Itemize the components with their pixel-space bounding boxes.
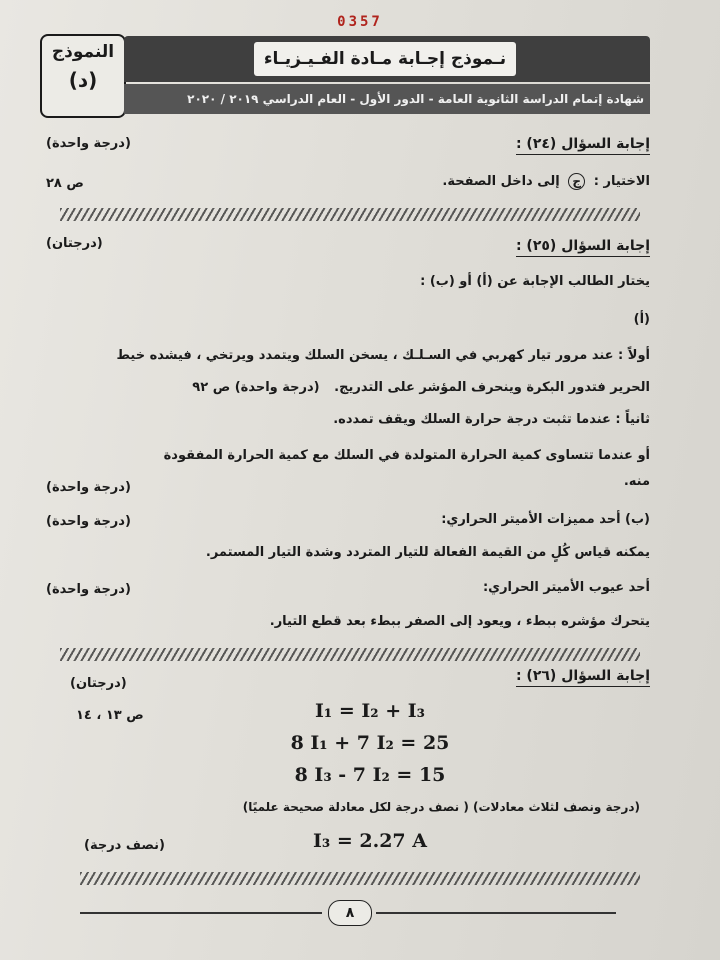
q25-part-b: (ب) أحد مميزات الأميتر الحراري: bbox=[441, 512, 650, 527]
section-divider bbox=[80, 872, 640, 885]
q26-ref: ص ١٣ ، ١٤ bbox=[76, 708, 144, 723]
q24-choice-label: الاختيار : bbox=[593, 174, 650, 189]
q25-b-line2: أحد عيوب الأميتر الحراري: bbox=[482, 580, 650, 595]
q26-heading: إجابة السؤال (٢٦) : bbox=[516, 668, 650, 687]
q24-answer-line bbox=[50, 172, 650, 193]
title-bar bbox=[124, 36, 650, 82]
q25-b-line1: يمكنه قياس كُلٍ من القيمة الفعالة للتيار المتردد وشدة التيار المستمر. bbox=[205, 545, 650, 560]
q26-grading-note: (درجة ونصف لثلاث معادلات) ( نصف درجة لكل معادلة صحيحة علميًا) bbox=[242, 800, 640, 814]
q26-result-mark: (نصف درجة) bbox=[84, 838, 165, 853]
q25-a-line2 bbox=[50, 378, 650, 399]
q25-b-line2-note: (درجة واحدة) bbox=[46, 582, 131, 597]
q26-equation-1: I₁ = I₂ + I₃ bbox=[315, 700, 425, 722]
serial-number: 0357 bbox=[337, 14, 383, 30]
section-divider bbox=[60, 648, 640, 661]
q25-mark: (درجتان) bbox=[46, 236, 103, 251]
q24-mark: (درجة واحدة) bbox=[46, 136, 131, 151]
q26-equation-3: 8 I₃ - 7 I₂ = 15 bbox=[294, 764, 446, 786]
q25-a-line1: أولاً : عند مرور تيار كهربي في السـلـك ، يسخن السلك ويتمدد ويرتخي ، فيشده خيط bbox=[116, 348, 650, 363]
q25-heading: إجابة السؤال (٢٥) : bbox=[516, 238, 650, 257]
q24-heading: إجابة السؤال (٢٤) : bbox=[516, 136, 650, 155]
q24-answer: إلى داخل الصفحة. bbox=[442, 174, 560, 189]
footer-rule-left bbox=[80, 912, 322, 914]
page-subtitle: شهادة إتمام الدراسة الثانوية العامة - الدور الأول - العام الدراسي ٢٠١٩ / ٢٠٢٠ bbox=[124, 84, 650, 114]
page-title: نـموذج إجـابة مـادة الفـيـزيـاء bbox=[254, 42, 516, 76]
q25-intro: يختار الطالب الإجابة عن (أ) أو (ب) : bbox=[420, 274, 650, 289]
model-badge bbox=[40, 34, 126, 118]
page-number: ٨ bbox=[328, 900, 372, 926]
q26-equation-2: 8 I₁ + 7 I₂ = 25 bbox=[290, 732, 450, 754]
q25-a-line2-note: (درجة واحدة) ص ٩٢ bbox=[192, 380, 320, 395]
q25-a-line5: منه. bbox=[623, 474, 650, 489]
q25-part-b-note: (درجة واحدة) bbox=[46, 514, 131, 529]
q24-ref: ص ٢٨ bbox=[46, 176, 84, 191]
q24-choice-circle: ج bbox=[568, 173, 585, 190]
q26-result: I₃ = 2.27 A bbox=[313, 830, 427, 852]
q26-mark: (درجتان) bbox=[70, 676, 127, 691]
q25-b-line3: يتحرك مؤشره ببطء ، ويعود إلى الصفر ببطء بعد قطع التيار. bbox=[269, 614, 650, 629]
q25-part-a: (أ) bbox=[633, 312, 650, 327]
footer-rule-right bbox=[376, 912, 616, 914]
q25-a-line2-text: الحرير فتدور البكرة وينحرف المؤشر على التدريج. bbox=[334, 380, 650, 395]
model-label: النموذج bbox=[51, 42, 115, 62]
model-letter: (د) bbox=[68, 68, 98, 92]
section-divider bbox=[60, 208, 640, 221]
q25-a-line4: أو عندما تتساوى كمية الحرارة المتولدة في السلك مع كمية الحرارة المفقودة bbox=[163, 448, 650, 463]
q25-a-line5-note: (درجة واحدة) bbox=[46, 480, 131, 495]
q25-a-line3: ثانياً : عندما تثبت درجة حرارة السلك ويقف تمدده. bbox=[333, 412, 650, 427]
